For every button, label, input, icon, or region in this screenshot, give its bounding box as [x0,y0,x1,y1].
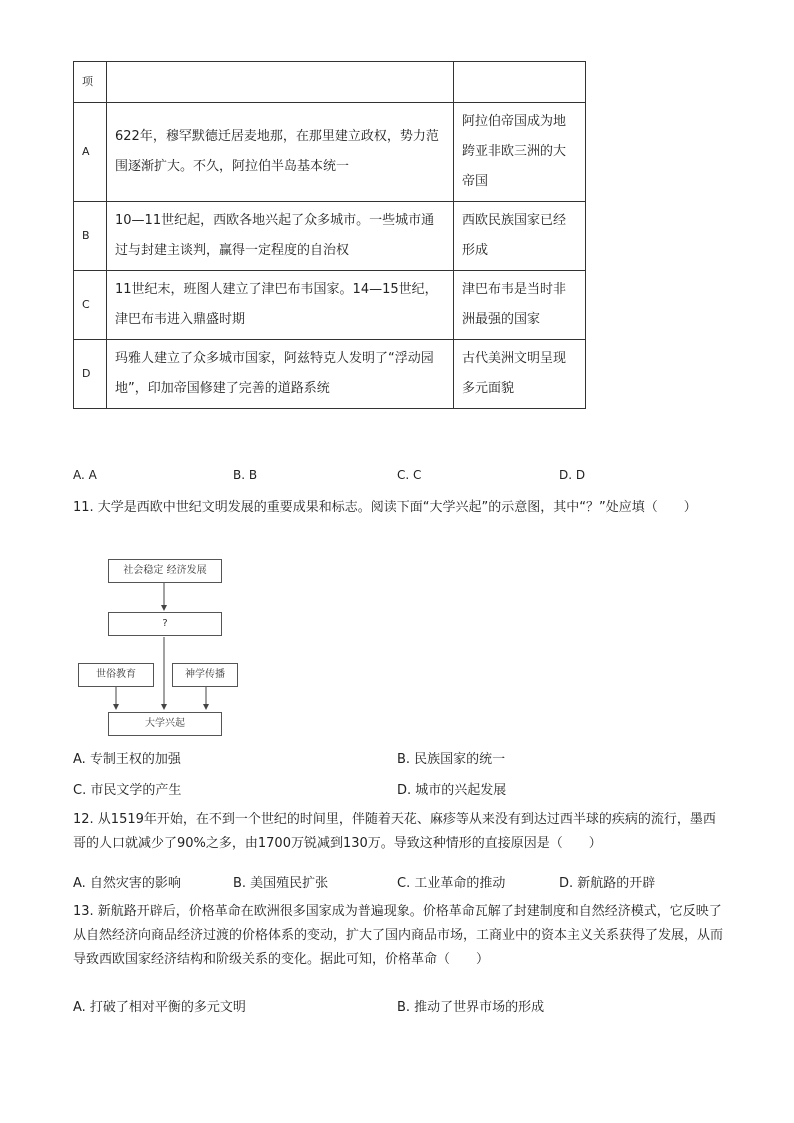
q13-option-b[interactable]: B. 推动了世界市场的形成 [397,1000,545,1015]
university-rise-diagram [76,557,246,739]
q10-option-b[interactable]: B. B [233,468,258,482]
row-key: B [74,202,107,271]
q11-option-c[interactable]: C. 市民文学的产生 [73,783,182,798]
question-10-table [73,61,586,409]
row-content: 11世纪末，班图人建立了津巴布韦国家。14—15世纪，津巴布韦进入鼎盛时期 [107,271,454,340]
row-content: 10—11世纪起，西欧各地兴起了众多城市。一些城市通过与封建主谈判，赢得一定程度的自治权 [107,202,454,271]
row-key: D [74,340,107,409]
diagram-box-right: 神学传播 [172,663,238,687]
row-key: C [74,271,107,340]
table-header-cell: 项 [74,62,107,103]
q11-option-a[interactable]: A. 专制王权的加强 [73,752,181,767]
q13-option-a[interactable]: A. 打破了相对平衡的多元文明 [73,1000,246,1015]
diagram-box-bottom: 大学兴起 [108,712,222,736]
row-key: A [74,103,107,202]
q10-option-a[interactable]: A. A [73,468,97,482]
table-row [74,202,586,271]
q12-option-a[interactable]: A. 自然灾害的影响 [73,876,181,891]
diagram-box-left: 世俗教育 [78,663,154,687]
question-11-stem: 11. 大学是西欧中世纪文明发展的重要成果和标志。阅读下面“大学兴起”的示意图，其中“？”处应填（ ） [73,500,697,515]
q12-option-b[interactable]: B. 美国殖民扩张 [233,876,329,891]
row-conclusion: 阿拉伯帝国成为地跨亚非欧三洲的大帝国 [454,103,586,202]
question-13-stem: 13. 新航路开辟后，价格革命在欧洲很多国家成为普遍现象。价格革命瓦解了封建制度和自然经济模式，它反映了从自然经济向商品经济过渡的价格体系的变动，扩大了国内商品市场，工商业中的资本主义关系获得了发展，从而导致西欧国家经济结构和阶级关系的变化。据此可知，价格革命（ ） [73,904,724,967]
row-conclusion: 古代美洲文明呈现多元面貌 [454,340,586,409]
table-row [74,271,586,340]
table-row [74,340,586,409]
q12-option-d[interactable]: D. 新航路的开辟 [559,876,656,891]
row-conclusion: 西欧民族国家已经形成 [454,202,586,271]
q11-option-d[interactable]: D. 城市的兴起发展 [397,783,507,798]
question-12-stem: 12. 从1519年开始，在不到一个世纪的时间里，伴随着天花、麻疹等从来没有到达过西半球的疾病的流行，墨西哥的人口就减少了90%之多，由1700万锐减到130万。导致这种情形的直接原因是（ ） [73,812,716,851]
q11-option-b[interactable]: B. 民族国家的统一 [397,752,506,767]
table-header-cell [454,62,586,103]
q10-option-c[interactable]: C. C [397,468,422,482]
table-row [74,103,586,202]
row-content: 玛雅人建立了众多城市国家，阿兹特克人发明了“浮动园地”，印加帝国修建了完善的道路系统 [107,340,454,409]
diagram-box-question: ? [108,612,222,636]
table-header-row [74,62,586,103]
row-content: 622年，穆罕默德迁居麦地那，在那里建立政权，势力范围逐渐扩大。不久，阿拉伯半岛基本统一 [107,103,454,202]
diagram-box-top: 社会稳定 经济发展 [108,559,222,583]
q10-option-d[interactable]: D. D [559,468,586,482]
table-header-cell [107,62,454,103]
q12-option-c[interactable]: C. 工业革命的推动 [397,876,506,891]
row-conclusion: 津巴布韦是当时非洲最强的国家 [454,271,586,340]
